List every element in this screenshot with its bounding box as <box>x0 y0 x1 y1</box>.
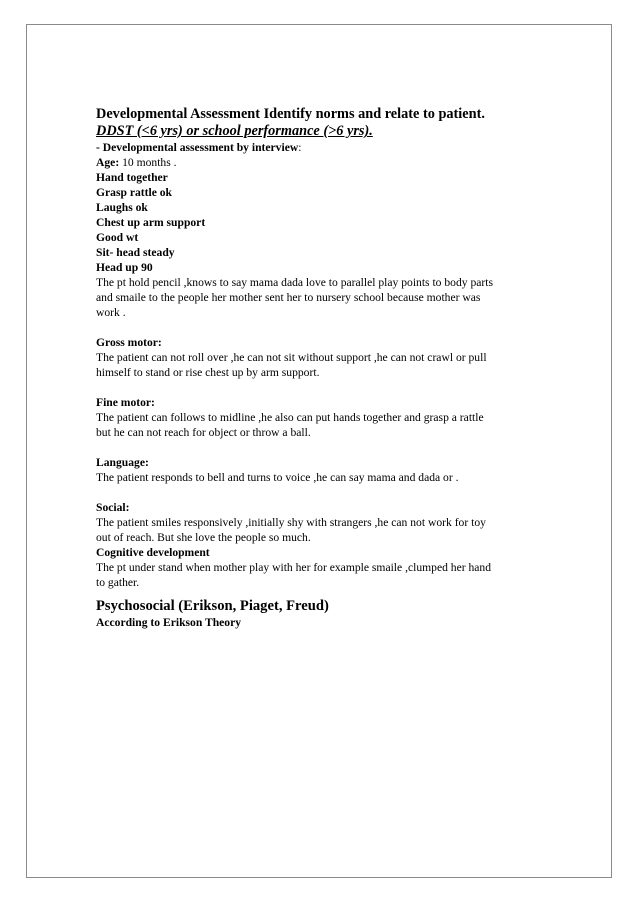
cognitive-heading: Cognitive development <box>96 546 210 559</box>
milestone-item: Hand together <box>96 171 168 184</box>
age-row <box>96 155 556 170</box>
age-value: 10 months . <box>119 156 177 169</box>
language-line: The patient responds to bell and turns to voice ,he can say mama and dada or . <box>96 471 459 484</box>
interview-heading-colon: : <box>298 141 302 154</box>
erikson-heading: According to Erikson Theory <box>96 616 242 629</box>
gross-motor-line: himself to stand or rise chest up by arm support. <box>96 366 320 379</box>
interview-heading-text: - Developmental assessment by interview <box>96 141 299 154</box>
fine-motor-line: The patient can follows to midline ,he also can put hands together and grasp a rattle <box>96 411 484 424</box>
summary-line: work . <box>96 306 126 319</box>
document-body <box>96 106 556 630</box>
social-line: out of reach. But she love the people so much. <box>96 531 311 544</box>
interview-heading <box>96 140 556 155</box>
milestone-item: Good wt <box>96 231 139 244</box>
document-title: Developmental Assessment Identify norms and relate to patient. <box>96 106 485 122</box>
cognitive-line: to gather. <box>96 576 140 589</box>
milestone-item: Chest up arm support <box>96 216 206 229</box>
summary-line: The pt hold pencil ,knows to say mama dada love to parallel play points to body parts <box>96 276 494 289</box>
milestone-item: Sit- head steady <box>96 246 175 259</box>
summary-line: and smaile to the people her mother sent her to nursery school because mother was <box>96 291 481 304</box>
fine-motor-line: but he can not reach for object or throw a ball. <box>96 426 311 439</box>
social-heading: Social: <box>96 501 130 514</box>
milestone-item: Laughs ok <box>96 201 148 214</box>
milestone-item: Grasp rattle ok <box>96 186 172 199</box>
language-heading: Language: <box>96 456 149 469</box>
psychosocial-heading: Psychosocial (Erikson, Piaget, Freud) <box>96 598 329 614</box>
milestone-item: Head up 90 <box>96 261 153 274</box>
document-subtitle: DDST (<6 yrs) or school performance (>6 yrs). <box>96 123 373 139</box>
fine-motor-heading: Fine motor: <box>96 396 155 409</box>
gross-motor-heading: Gross motor: <box>96 336 162 349</box>
gross-motor-line: The patient can not roll over ,he can not sit without support ,he can not crawl or pull <box>96 351 487 364</box>
social-line: The patient smiles responsively ,initially shy with strangers ,he can not work for toy <box>96 516 486 529</box>
age-label: Age: <box>96 156 120 169</box>
cognitive-line: The pt under stand when mother play with her for example smaile ,clumped her hand <box>96 561 492 574</box>
